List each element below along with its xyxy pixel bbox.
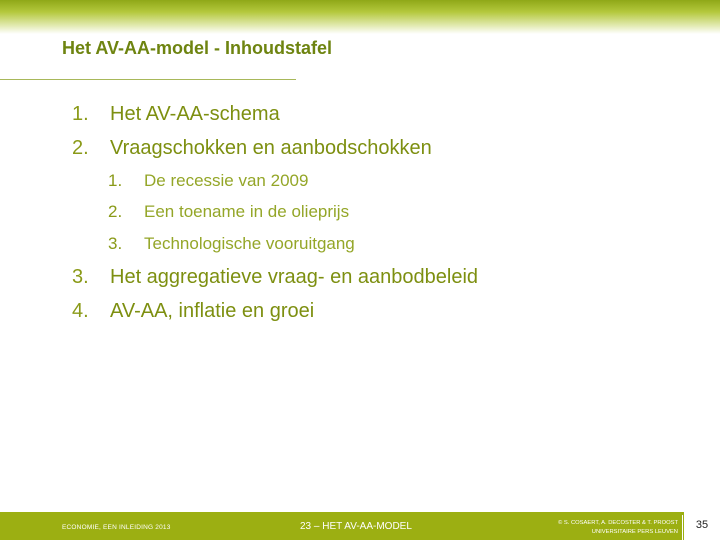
toc-subitem-label: Een toename in de olieprijs <box>144 202 350 221</box>
footer-course-title: ECONOMIE, EEN INLEIDING 2013 <box>62 524 171 531</box>
toc-subitem-number: 2. <box>108 202 123 221</box>
toc-subitem-label: De recessie van 2009 <box>144 171 309 190</box>
toc-subitem-number: 3. <box>108 234 123 253</box>
toc-item-label: Het AV-AA-schema <box>110 103 280 125</box>
toc-item-number: 1. <box>72 103 89 125</box>
footer-divider <box>682 515 683 540</box>
footer-copyright-authors: © S. COSAERT, A. DECOSTER & T. PROOST <box>557 520 678 526</box>
toc-subitem-label: Technologische vooruitgang <box>144 234 355 253</box>
footer-copyright <box>510 519 678 537</box>
toc-item-label: Het aggregatieve vraag- en aanbodbeleid <box>110 266 479 288</box>
slide-title: Het AV-AA-model - Inhoudstafel <box>62 38 332 58</box>
footer-bar <box>0 512 720 540</box>
footer-chapter-title: 23 – HET AV-AA-MODEL <box>300 521 412 532</box>
toc-item-number: 3. <box>72 266 89 288</box>
toc-item-number: 2. <box>72 137 89 159</box>
page-number-box <box>684 512 720 540</box>
page-number: 35 <box>695 519 709 531</box>
toc-subitem-number: 1. <box>108 171 123 190</box>
toc-item-label: AV-AA, inflatie en groei <box>110 300 315 322</box>
toc-item-number: 4. <box>72 300 89 322</box>
footer-copyright-publisher: UNIVERSITAIRE PERS LEUVEN <box>591 529 678 535</box>
toc-item-label: Vraagschokken en aanbodschokken <box>110 137 432 159</box>
